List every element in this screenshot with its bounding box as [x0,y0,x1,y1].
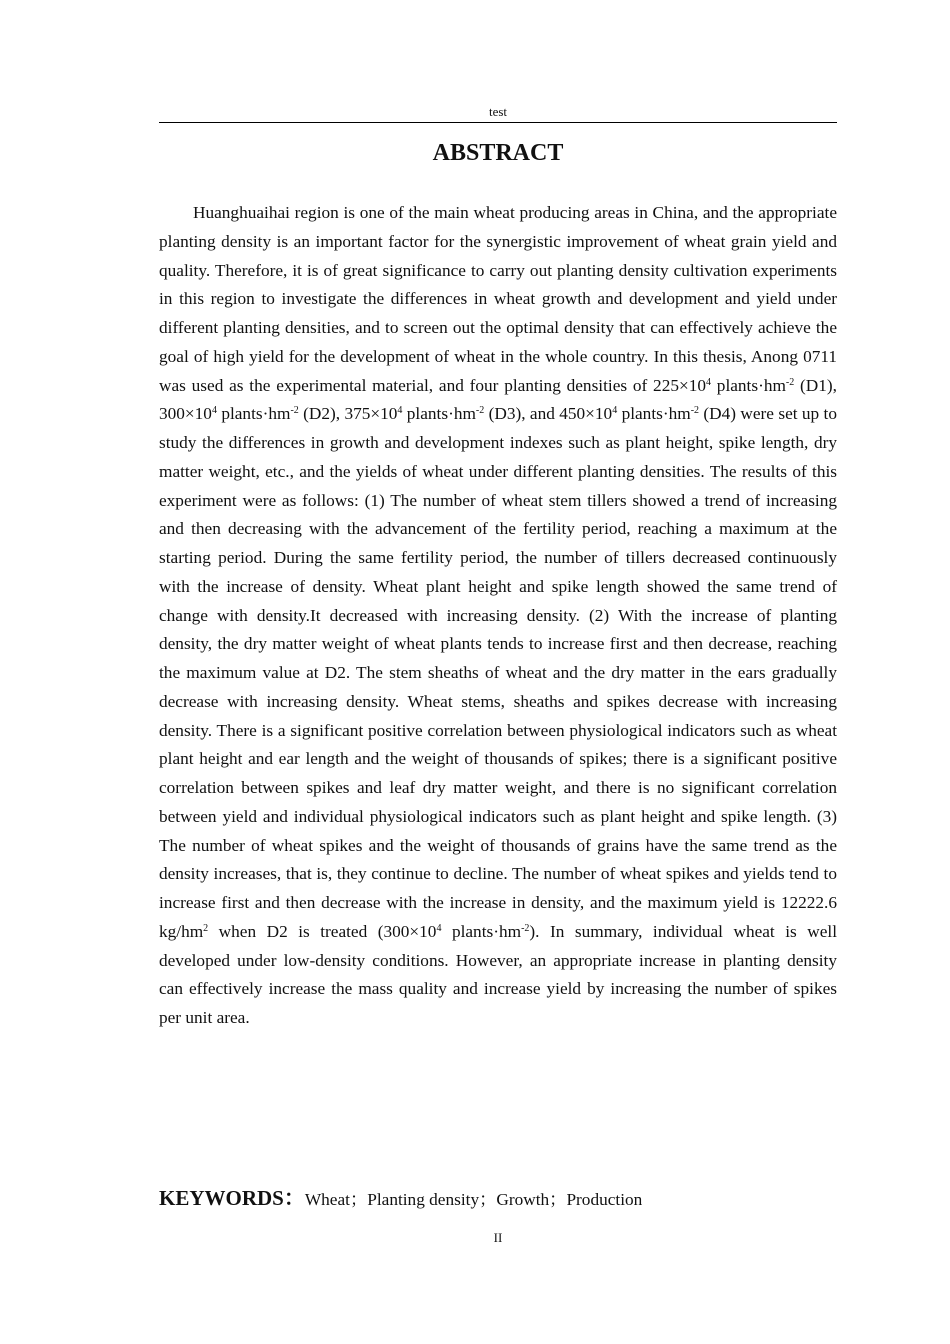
keywords-text: Wheat；Planting density；Growth；Production [304,1190,643,1209]
superscript: -2 [690,405,700,417]
superscript: 4 [706,376,712,388]
superscript: 4 [211,405,217,417]
abstract-text: plants·hm [441,921,522,941]
abstract-text: plants·hm [402,404,476,424]
abstract-text: (D2), 375×10 [298,404,398,424]
header-rule [159,122,837,123]
abstract-text: plants·hm [216,404,291,424]
superscript: 4 [612,405,618,417]
superscript: 2 [203,922,209,934]
abstract-text: when D2 is treated (300×10 [208,921,437,941]
superscript: -2 [290,405,299,417]
superscript: -2 [521,922,530,934]
page-number: II [493,1230,503,1245]
abstract-title: ABSTRACT [432,140,564,166]
keywords-line [159,1184,837,1214]
abstract-text: (D4) were set up to study the differences in growth and development indexes such as plant height, spike length, dry matter weight, etc., and the yields of wheat under different planting densities. The results of this experiment were as follows: (1) The number of wheat stem tillers showed a trend of increasing and then decreasing with the advancement of the fertility period, reaching a maximum at the starting period. During the same fertility period, the number of tillers decreased continuously with the increase of density. Wheat plant height and spike length showed the same trend of change with density.It decreased with increasing density. (2) With the increase of planting density, the dry matter weight of wheat plants tends to increase first and then decrease, reaching the maximum value at D2. The stem sheaths of wheat and the dry matter in the ears gradually decrease with increasing density. Wheat stems, sheaths and spikes decrease with increasing density. There is a significant positive correlation between physiological indicators such as wheat plant height and ear length and the weight of thousands of spikes; there is a significant positive correlation between spikes and leaf dry matter weight, and there is no significant correlation between yield and individual physiological indicators such as plant height and spike length. (3) The number of wheat spikes and the weight of thousands of grains have the same trend as the density increases, that is, they continue to decline. The number of wheat spikes and yields tend to increase first and then decrease with the increase in density, and the maximum yield is 12222.6 kg/hm [159,404,837,941]
abstract-text: plants·hm [617,404,691,424]
abstract-text: ). In summary, individual wheat is well developed under low-density conditions. However, an appropriate increase in planting density can effectively increase the mass quality and increase yield by increasing the number of spikes per unit area. [159,921,838,1027]
abstract-text: (D1), 300×10 [159,375,837,424]
abstract-text: (D3), and 450×10 [484,404,613,424]
superscript: 4 [436,922,442,934]
superscript: -2 [785,376,795,388]
abstract-body [159,199,837,1033]
abstract-text: Huanghuaihai region is one of the main wheat producing areas in China, and the appropriate planting density is an important factor for the synergistic improvement of wheat grain yield and quality. Therefore, it is of great significance to carry out planting density cultivation experiments in this region to investigate the differences in wheat growth and development and yield under different planting densities, and to screen out the optimal density that can effectively achieve the goal of high yield for the development of wheat in the whole country. In this thesis, Anong 0711 was used as the experimental material, and four planting densities of 225×10 [159,203,837,395]
abstract-text: plants·hm [711,375,786,395]
superscript: -2 [475,405,485,417]
superscript: 4 [397,405,403,417]
keywords-label: KEYWORDS： [159,1186,305,1210]
running-header: test [488,104,508,119]
